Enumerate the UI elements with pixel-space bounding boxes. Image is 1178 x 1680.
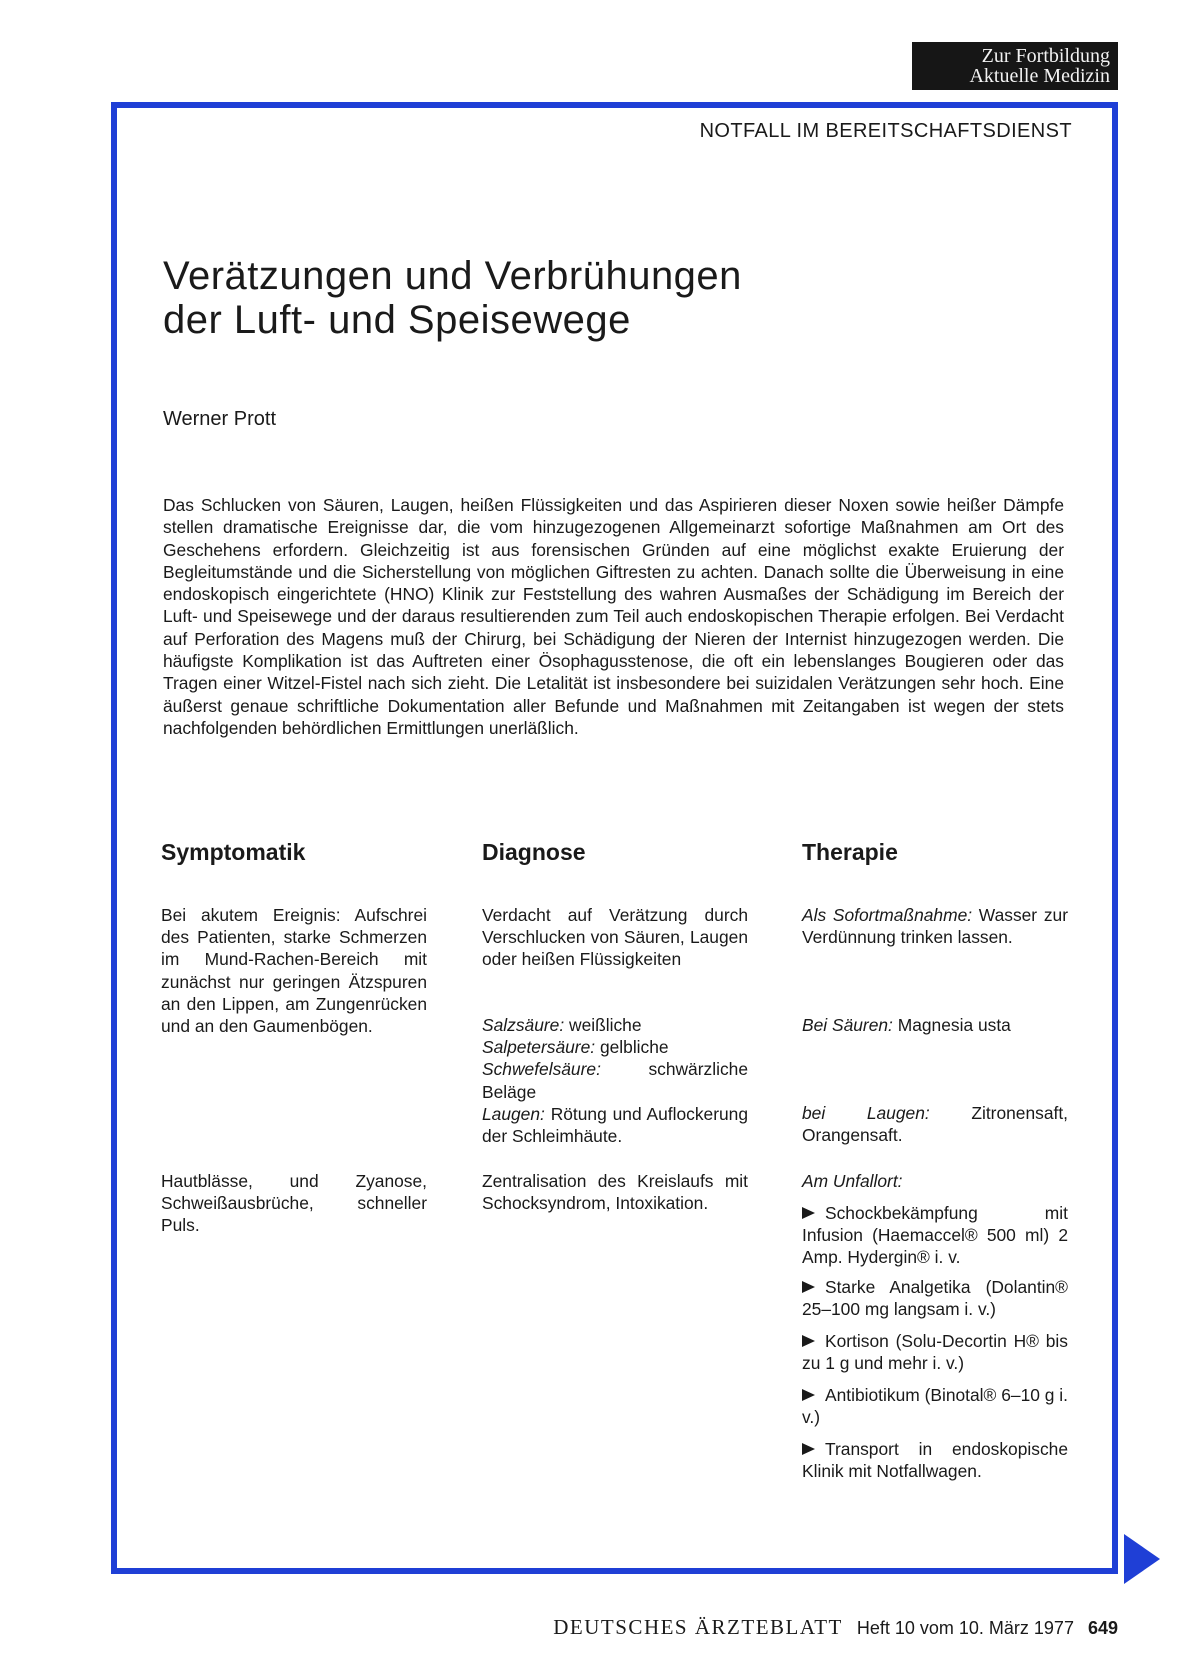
section-tag-line-1: Zur Fortbildung [981,45,1110,67]
diagnose-findings-list [482,1014,748,1147]
therapie-immediate [802,904,1068,948]
therapie-bullet-text: Starke Analgetika (Dolantin® 25–100 mg langsam i. v.) [802,1277,1068,1320]
therapie-alkalis-label: bei Laugen: [802,1103,930,1123]
continue-arrow-icon [1124,1534,1160,1584]
therapie-acids-label: Bei Säuren: [802,1015,893,1035]
finding-text: gelbliche [595,1037,669,1058]
title-line-2: der Luft- und Speisewege [163,298,631,342]
therapie-bullet-text: Schockbekämpfung mit Infusion (Haemaccel® 500 ml) 2 Amp. Hydergin® i. v. [802,1203,1068,1268]
therapie-acids-text: Magnesia usta [892,1015,1011,1035]
finding-text: weißliche [564,1015,642,1035]
therapie-bullet-text: Kortison (Solu-Decortin H® bis zu 1 g und mehr i. v.) [802,1331,1068,1374]
therapie-site-label-text: Am Unfallort: [802,1171,903,1191]
article-title [163,254,742,342]
finding-label: Salzsäure: [482,1015,565,1035]
finding-item [482,1103,748,1147]
therapie-alkalis-text: Zitronensaft, Orangensaft. [802,1103,1068,1146]
finding-label: Schwefelsäure: [482,1059,601,1080]
triangle-bullet-icon [802,1281,815,1293]
column-symptomatik [161,838,427,1236]
issue-info: Heft 10 vom 10. März 1977 [856,1618,1074,1638]
therapie-bullet [802,1330,1068,1374]
therapie-site-label [802,1170,1068,1192]
therapie-bullet [802,1276,1068,1320]
title-line-1: Verätzungen und Verbrühungen [163,254,742,298]
column-diagnose [482,838,748,1214]
column-therapie [802,838,1068,1482]
finding-item [482,1014,748,1036]
heading-therapie: Therapie [802,839,898,865]
heading-diagnose: Diagnose [482,839,586,865]
symptomatik-text-1: Bei akutem Ereignis: Aufschrei des Patienten, starke Schmerzen im Mund-Rachen-Bereich mit zunächst nur geringen Ätzspuren an den Lippen, am Zungenrücken und an den Gaumenbögen. [161,905,427,1037]
finding-text: schwärzliche Beläge [482,1059,748,1102]
therapie-bullet [802,1438,1068,1482]
rubric-heading: NOTFALL IM BEREITSCHAFTSDIENST [699,120,1072,142]
therapie-immediate-text: Wasser zur Verdünnung trinken lassen. [802,905,1068,948]
triangle-bullet-icon [802,1443,815,1455]
article-frame [111,102,1118,1574]
page-number: 649 [1087,1618,1118,1638]
finding-item [482,1036,748,1058]
triangle-bullet-icon [802,1207,815,1219]
finding-label: Laugen: [482,1103,545,1124]
author-name: Werner Prott [163,408,276,430]
therapie-bullet-text: Antibiotikum (Binotal® 6–10 g i. v.) [802,1385,1068,1428]
therapie-acids [802,1014,1068,1036]
finding-text: Rötung und Auflockerung der Schleimhäute. [482,1103,748,1147]
therapie-bullet [802,1202,1068,1269]
abstract-paragraph: Das Schlucken von Säuren, Laugen, heißen Flüssigkeiten und das Aspirieren dieser Noxen sowie heißer Dämpfe stellen dramatische Ereignisse dar, die vom hinzugezogenen Allgemeinarzt sofortige Maßnahmen am Ort des Geschehens erfordern. Gleichzeitig ist aus forensischen Gründen auf eine möglichst exakte Eruierung der Begleitumstände und die Sicherstellung von möglichen Giftresten zu achten. Danach sollte die Überweisung in eine endoskopisch eingerichtete (HNO) Klinik zur Feststellung des wahren Ausmaßes der Schädigung im Bereich der Luft- und Speisewege und der daraus resultierenden zum Teil auch endoskopischen Therapie erfolgen. Bei Verdacht auf Perforation des Magens muß der Chirurg, bei Schädigung der Nieren der Internist hinzugezogen werden. Die häufigste Komplikation ist das Auftreten einer Ösophagusstenose, die oft ein lebenslanges Bougieren oder das Tragen einer Witzel-Fistel nach sich zieht. Die Letalität ist insbesondere bei suizidalen Verätzungen sehr hoch. Eine äußerst genaue schriftliche Dokumentation aller Befunde und Maßnahmen mit Zeitangaben ist wegen der stets nachfolgenden behördlichen Ermittlungen unerläßlich. [163,495,1064,738]
therapie-bullet-text: Transport in endoskopische Klinik mit Notfallwagen. [802,1439,1068,1482]
diagnose-text-3: Zentralisation des Kreislaufs mit Schocksyndrom, Intoxikation. [482,1171,748,1214]
journal-name: DEUTSCHES ÄRZTEBLATT [553,1615,843,1639]
page-footer [0,1615,1118,1640]
finding-label: Salpetersäure: [482,1037,596,1058]
heading-symptomatik: Symptomatik [161,839,306,865]
therapie-alkalis [802,1102,1068,1146]
section-tag [912,42,1118,90]
therapie-bullet [802,1384,1068,1428]
symptomatik-text-2: Hautblässe, und Zyanose, Schweißausbrüche, schneller Puls. [161,1171,427,1236]
therapie-immediate-label: Als Sofortmaßnahme: [802,905,973,925]
triangle-bullet-icon [802,1335,815,1347]
triangle-bullet-icon [802,1389,815,1401]
section-tag-line-2: Aktuelle Medizin [969,65,1110,87]
diagnose-text-1: Verdacht auf Verätzung durch Verschlucken von Säuren, Laugen oder heißen Flüssigkeiten [482,905,748,970]
finding-item [482,1058,748,1102]
